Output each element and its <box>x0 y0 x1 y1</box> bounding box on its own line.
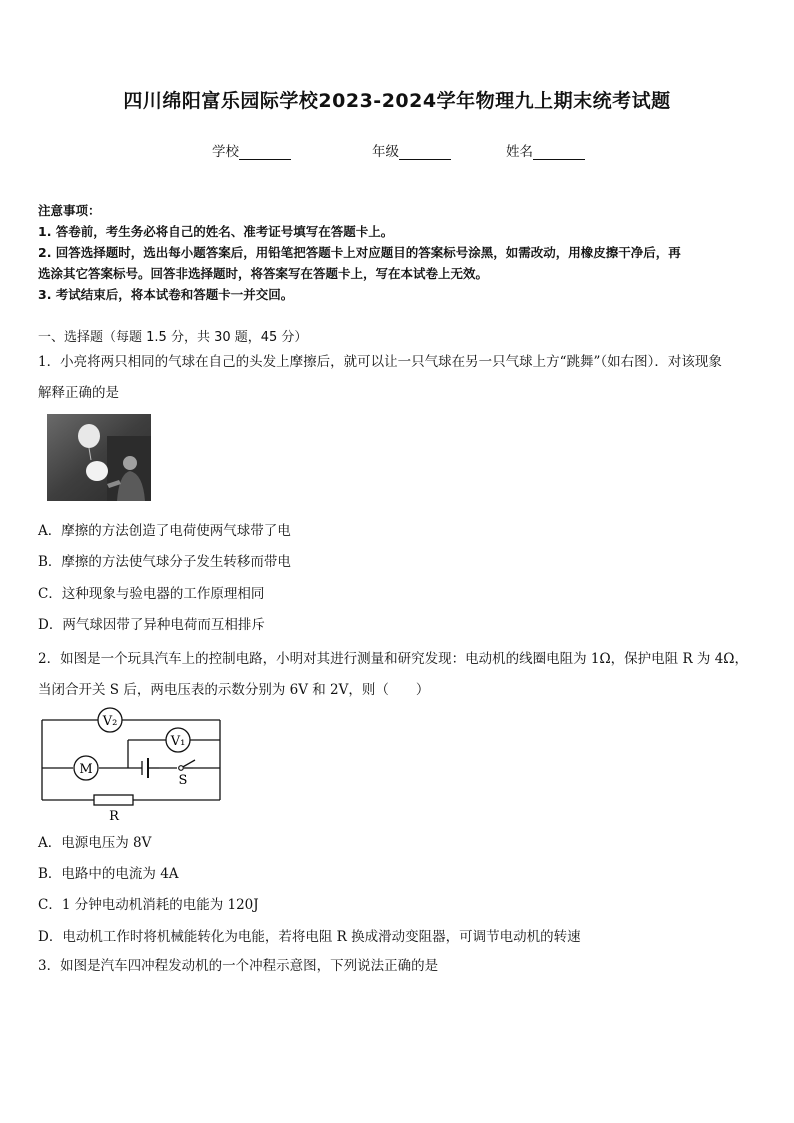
question-1-stem-line1: 1．小亮将两只相同的气球在自己的头发上摩擦后，就可以让一只气球在另一只气球上方“跳舞”（如右图）．对该现象 <box>38 354 722 370</box>
question-1-option-d: D．两气球因带了异种电荷而互相排斥 <box>38 617 265 633</box>
school-label: 学校 <box>212 144 239 160</box>
resistor-label: R <box>109 809 119 822</box>
v1-label: V₁ <box>170 734 186 749</box>
name-blank[interactable] <box>533 145 585 160</box>
notice-item: 选涂其它答案标号。回答非选择题时，将答案写在答题卡上，写在本试卷上无效。 <box>38 266 489 281</box>
notice-item: 2. 回答选择题时，选出每小题答案后，用铅笔把答题卡上对应题目的答案标号涂黑，如需改动，用橡皮擦干净后，再 <box>38 245 681 260</box>
v2-label: V₂ <box>102 714 118 729</box>
question-2-option-a: A．电源电压为 8V <box>38 835 152 851</box>
question-1-stem-line2: 解释正确的是 <box>38 385 119 401</box>
grade-label: 年级 <box>372 144 399 160</box>
school-field <box>212 140 291 160</box>
question-3-stem: 3．如图是汽车四冲程发动机的一个冲程示意图，下列说法正确的是 <box>38 958 439 974</box>
question-2-stem-line2: 当闭合开关 S 后，两电压表的示数分别为 6V 和 2V，则（ ） <box>38 682 430 698</box>
question-2-option-c: C．1 分钟电动机消耗的电能为 120J <box>38 897 259 913</box>
notice-item: 3. 考试结束后，将本试卷和答题卡一并交回。 <box>38 287 294 302</box>
balloon-photo <box>47 414 151 501</box>
section-heading: 一、选择题（每题 1.5 分，共 30 题，45 分） <box>38 330 308 345</box>
question-1-option-b: B．摩擦的方法使气球分子发生转移而带电 <box>38 554 291 570</box>
page-title: 四川绵阳富乐园际学校2023-2024学年物理九上期末统考试题 <box>123 90 671 112</box>
grade-field <box>372 140 451 160</box>
name-label: 姓名 <box>506 144 533 160</box>
motor-label: M <box>79 762 93 777</box>
notice-heading: 注意事项： <box>38 203 101 218</box>
school-blank[interactable] <box>239 145 291 160</box>
grade-blank[interactable] <box>399 145 451 160</box>
resistor-icon <box>94 795 133 805</box>
question-1-option-c: C．这种现象与验电器的工作原理相同 <box>38 586 265 602</box>
circuit-diagram <box>38 706 228 822</box>
question-2-option-d: D．电动机工作时将机械能转化为电能，若将电阻 R 换成滑动变阻器，可调节电动机的转速 <box>38 929 581 945</box>
notice-item: 1. 答卷前，考生务必将自己的姓名、准考证号填写在答题卡上。 <box>38 224 394 239</box>
question-2-option-b: B．电路中的电流为 4A <box>38 866 179 882</box>
name-field <box>506 140 585 160</box>
question-2-stem-line1: 2．如图是一个玩具汽车上的控制电路，小明对其进行测量和研究发现：电动机的线圈电阻为 1Ω，保护电阻 R 为 4Ω， <box>38 651 748 667</box>
switch-label: S <box>178 773 188 788</box>
question-1-option-a: A．摩擦的方法创造了电荷使两气球带了电 <box>38 523 291 539</box>
